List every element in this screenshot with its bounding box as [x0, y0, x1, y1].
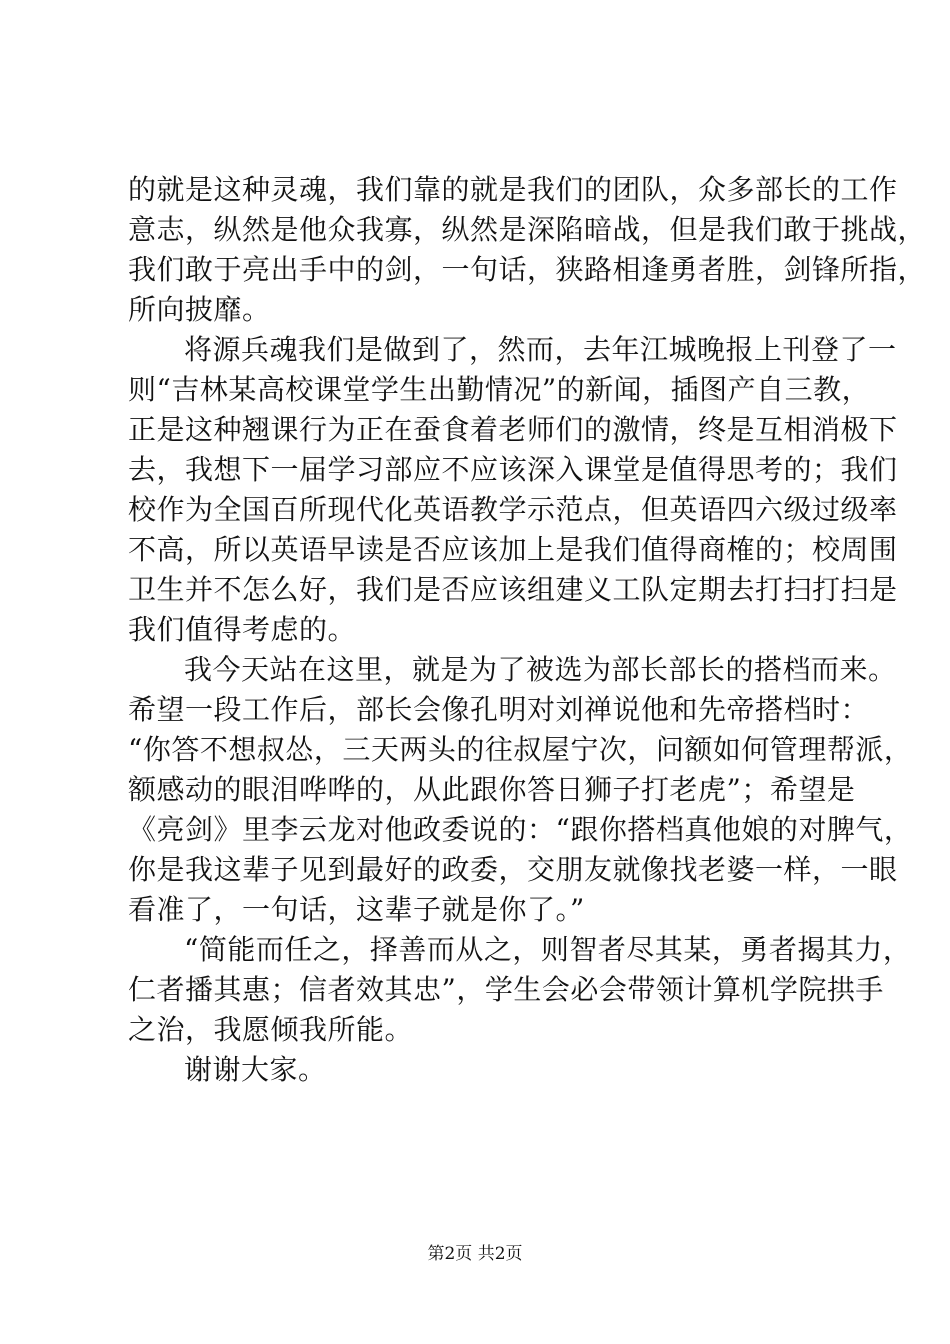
text-line: 看准了，一句话，这辈子就是你了。”: [128, 893, 585, 926]
text-line: 卫生并不怎么好，我们是否应该组建义工队定期去打扫打扫是: [128, 573, 898, 606]
text-line: 额感动的眼泪哗哗的，从此跟你答日狮子打老虎”；希望是: [128, 773, 856, 806]
closing-line: 谢谢大家。: [184, 1053, 327, 1086]
text-line: 我们敢于亮出手中的剑，一句话，狭路相逢勇者胜，剑锋所指，: [128, 253, 927, 286]
paragraph-first-line: 将源兵魂我们是做到了，然而，去年江城晚报上刊登了一: [184, 333, 897, 366]
text-line: 去，我想下一届学习部应不应该深入课堂是值得思考的；我们: [128, 453, 898, 486]
text-line: 你是我这辈子见到最好的政委，交朋友就像找老婆一样，一眼: [128, 853, 898, 886]
text-line: 之治，我愿倾我所能。: [128, 1013, 414, 1046]
text-line: “你答不想叔怂，三天两头的往叔屋宁次，问额如何管理帮派，: [128, 733, 913, 766]
paragraph-first-line: 我今天站在这里，就是为了被选为部长部长的搭档而来。: [184, 653, 897, 686]
page-footer: 第2页 共2页: [427, 1244, 523, 1264]
text-line: 《亮剑》里李云龙对他政委说的：“跟你搭档真他娘的对脾气，: [128, 813, 913, 846]
text-line: 希望一段工作后，部长会像孔明对刘禅说他和先帝搭档时：: [128, 693, 870, 726]
text-line: 校作为全国百所现代化英语教学示范点，但英语四六级过级率: [128, 493, 898, 526]
text-line: 正是这种翘课行为正在蚕食着老师们的激情，终是互相消极下: [128, 413, 898, 446]
paragraph-first-line: “简能而任之，择善而从之，则智者尽其某，勇者揭其力，: [184, 933, 912, 966]
text-line: 的就是这种灵魂，我们靠的就是我们的团队，众多部长的工作: [128, 173, 898, 206]
text-line: 所向披靡。: [128, 293, 271, 326]
text-line: 不高，所以英语早读是否应该加上是我们值得商榷的；校周围: [128, 533, 898, 566]
text-line: 我们值得考虑的。: [128, 613, 357, 646]
text-line: 意志，纵然是他众我寡，纵然是深陷暗战，但是我们敢于挑战，: [128, 213, 927, 246]
text-line: 则“吉林某高校课堂学生出勤情况”的新闻，插图产自三教，: [128, 373, 871, 406]
text-line: 仁者播其惠；信者效其忠”，学生会必会带领计算机学院拱手: [128, 973, 884, 1006]
